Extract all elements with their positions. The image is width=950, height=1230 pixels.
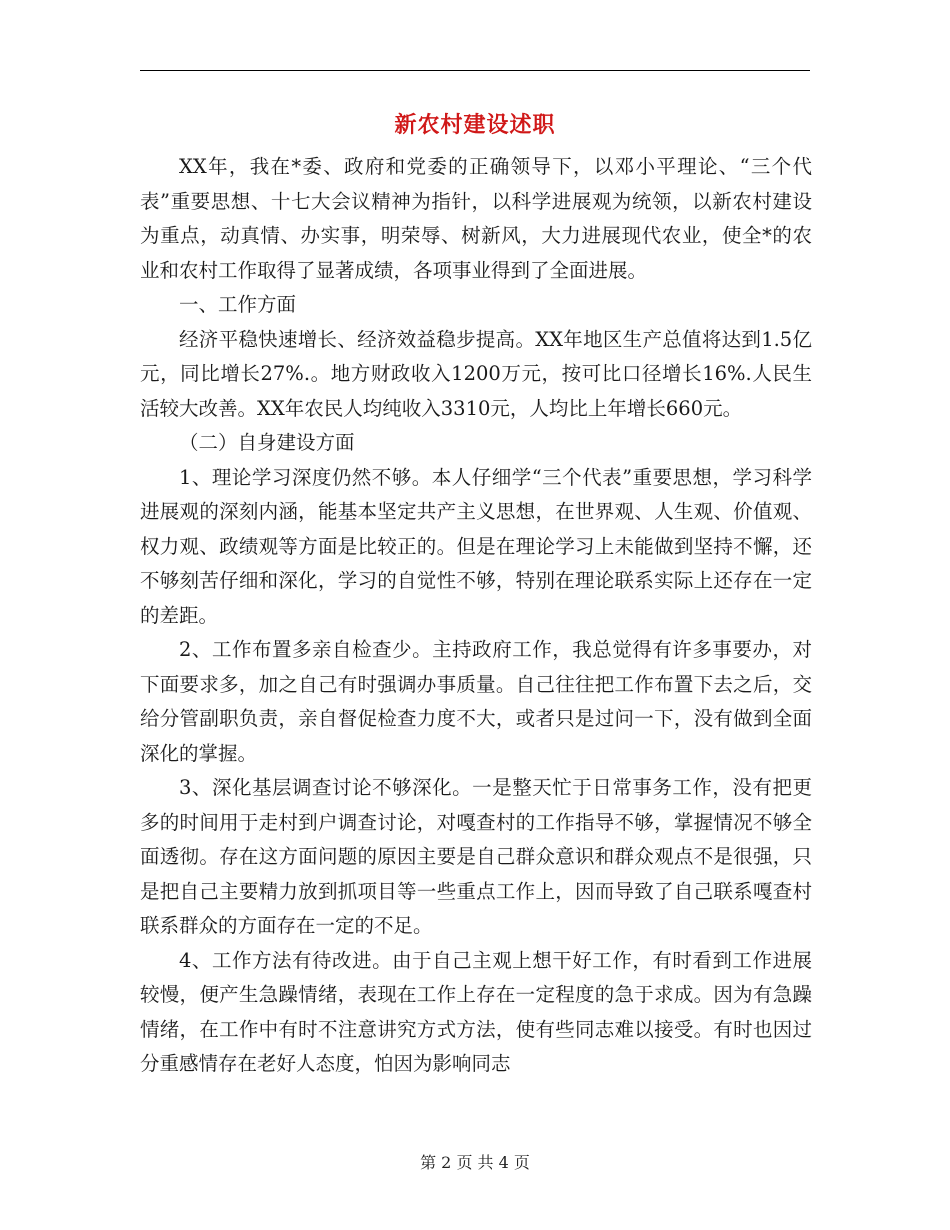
paragraph-item-3: 3、深化基层调查讨论不够深化。一是整天忙于日常事务工作，没有把更多的时间用于走村到户调查讨论，对嘎查村的工作指导不够，掌握情况不够全面透彻。存在这方面问题的原因主要是自己群众意识和群众观点不是很强，只是把自己主要精力放到抓项目等一些重点工作上，因而导致了自己联系嘎查村联系群众的方面存在一定的不足。 bbox=[140, 776, 812, 937]
document-title: 新农村建设述职 bbox=[394, 112, 556, 138]
paragraph-item-4: 4、工作方法有待改进。由于自己主观上想干好工作，有时看到工作进展较慢，便产生急躁情绪，表现在工作上存在一定程度的急于求成。因为有急躁情绪，在工作中有时不注意讲究方式方法，使有些同志难以接受。有时也因过分重感情存在老好人态度，怕因为影响同志 bbox=[140, 948, 812, 1075]
paragraph-intro: XX年，我在*委、政府和党委的正确领导下，以邓小平理论、“三个代表”重要思想、十七大会议精神为指针，以科学进展观为统领，以新农村建设为重点，动真情、办实事，明荣辱、树新风，大力进展现代农业，使全*的农业和农村工作取得了显著成绩，各项事业得到了全面进展。 bbox=[140, 155, 812, 282]
document-body bbox=[140, 150, 812, 1082]
header-rule bbox=[140, 70, 810, 71]
paragraph-item-1: 1、理论学习深度仍然不够。本人仔细学“三个代表”重要思想，学习科学进展观的深刻内涵，能基本坚定共产主义思想，在世界观、人生观、价值观、权力观、政绩观等方面是比较正的。但是在理论学习上未能做到坚持不懈，还不够刻苦仔细和深化，学习的自觉性不够，特别在理论联系实际上还存在一定的差距。 bbox=[140, 465, 812, 627]
paragraph-economy: 经济平稳快速增长、经济效益稳步提高。XX年地区生产总值将达到1.5亿元，同比增长27%.。地方财政收入1200万元，按可比口径增长16%.人民生活较大改善。XX年农民人均纯收入3310元，人均比上年增长660元。 bbox=[140, 327, 812, 420]
paragraph-item-2: 2、工作布置多亲自检查少。主持政府工作，我总觉得有许多事要办，对下面要求多，加之自己有时强调办事质量。自己往往把工作布置下去之后，交给分管副职负责，亲自督促检查力度不大，或者只是过问一下，没有做到全面深化的掌握。 bbox=[140, 638, 812, 765]
section-heading-work: 一、工作方面 bbox=[179, 293, 297, 316]
page-number: 第 2 页 共 4 页 bbox=[420, 1153, 530, 1172]
section-heading-self-building: （二）自身建设方面 bbox=[179, 431, 355, 454]
